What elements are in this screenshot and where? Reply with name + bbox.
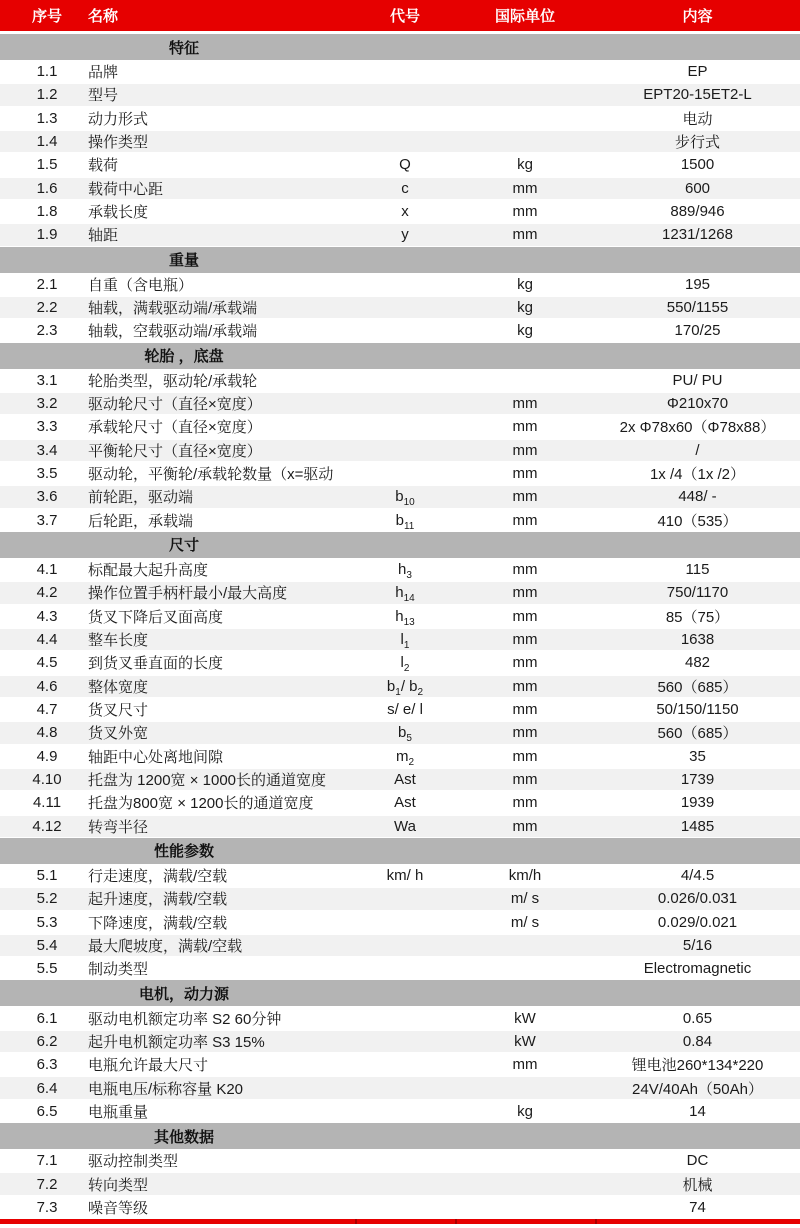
section-bar <box>0 1123 800 1149</box>
row-value: 2x Φ78x60（Φ78x88） <box>619 419 776 437</box>
table-row <box>0 864 800 887</box>
row-unit: m/ s <box>510 890 540 908</box>
row-no: 7.3 <box>36 1198 58 1216</box>
column-header-unit: 国际单位 <box>494 8 555 25</box>
row-code: y <box>401 226 409 244</box>
table-row <box>0 509 800 532</box>
table-row <box>0 485 800 508</box>
table-row <box>0 392 800 415</box>
table-row <box>0 675 800 698</box>
table-row <box>0 768 800 791</box>
row-unit: mm <box>512 1056 538 1074</box>
row-value: 85（75） <box>665 608 730 626</box>
row-code: km/ h <box>386 867 424 884</box>
row-no: 5.5 <box>36 960 58 978</box>
row-value: Electromagnetic <box>643 960 752 978</box>
table-row <box>0 60 800 83</box>
row-name: 平衡轮尺寸（直径×宽度） <box>88 442 262 460</box>
table-row <box>0 439 800 462</box>
table-row <box>0 791 800 814</box>
table-row <box>0 651 800 674</box>
row-code: Ast <box>394 794 416 812</box>
row-name: 动力形式 <box>88 110 149 128</box>
row-no: 2.1 <box>36 275 58 293</box>
row-unit: mm <box>512 561 538 579</box>
row-no: 4.3 <box>36 607 58 625</box>
row-unit: mm <box>512 488 538 506</box>
row-code: c <box>401 179 409 197</box>
column-header-name: 名称 <box>88 8 119 25</box>
row-unit: mm <box>512 418 538 436</box>
row-value: 600 <box>684 179 711 197</box>
row-unit: kW <box>514 1009 536 1027</box>
row-value: 24V/40Ah（50Ah） <box>632 1080 763 1098</box>
row-unit: kg <box>517 322 533 340</box>
row-value: EPT20-15ET2-L <box>643 86 752 104</box>
table-row <box>0 1006 800 1029</box>
section-title: 其他数据 <box>153 1128 214 1146</box>
row-name: 下降速度，满载/空载 <box>88 914 228 932</box>
table-row <box>0 130 800 153</box>
row-no: 2.2 <box>36 299 58 317</box>
row-name: 电瓶重量 <box>88 1103 149 1121</box>
row-no: 4.6 <box>36 677 58 695</box>
row-name: 标配最大起升高度 <box>88 562 209 580</box>
bottom-bar-divider <box>595 1219 597 1224</box>
table-row <box>0 200 800 223</box>
row-name: 行走速度，满载/空载 <box>88 868 228 885</box>
table-header <box>0 0 800 31</box>
row-name: 起升电机额定功率 S3 15% <box>88 1033 265 1051</box>
table-row <box>0 628 800 651</box>
row-unit: mm <box>512 226 538 244</box>
row-no: 4.5 <box>36 654 58 672</box>
row-unit: mm <box>512 511 538 529</box>
row-name: 驱动轮，平衡轮/承载轮数量（x=驱动 <box>88 466 334 484</box>
row-no: 3.7 <box>36 511 58 529</box>
row-code: $h_{14}$ <box>395 584 415 605</box>
row-code: $b_1/$ $b_2$ <box>386 677 424 698</box>
row-name: 操作类型 <box>88 134 149 152</box>
column-header-no: 序号 <box>31 8 62 25</box>
row-no: 3.4 <box>36 441 58 459</box>
row-value: 1638 <box>680 631 715 649</box>
row-name: 货叉尺寸 <box>88 702 149 720</box>
row-unit: mm <box>512 654 538 672</box>
row-value: 1739 <box>680 771 715 789</box>
table-row <box>0 153 800 176</box>
row-value: 195 <box>684 275 711 293</box>
section-title: 性能参数 <box>153 843 214 861</box>
section-title: 轮胎 ，底盘 <box>144 348 224 366</box>
row-name: 轴距 <box>88 227 119 245</box>
row-name: 制动类型 <box>88 961 149 979</box>
row-value: 电动 <box>682 110 713 128</box>
table-row <box>0 296 800 319</box>
row-code: x <box>401 203 409 221</box>
table-row <box>0 721 800 744</box>
row-name: 承载长度 <box>88 204 149 222</box>
row-name: 轴载，满载驱动端/承载端 <box>88 300 258 318</box>
table-row <box>0 462 800 485</box>
row-name: 到货叉垂直面的长度 <box>88 655 224 673</box>
row-value: 0.84 <box>682 1032 713 1050</box>
row-no: 7.1 <box>36 1152 58 1170</box>
table-row <box>0 1149 800 1172</box>
row-name: 驱动轮尺寸（直径×宽度） <box>88 396 262 414</box>
section-bar <box>0 343 800 369</box>
row-code: $b_5$ <box>398 724 412 745</box>
table-row <box>0 369 800 392</box>
row-no: 6.3 <box>36 1056 58 1074</box>
row-no: 1.3 <box>36 109 58 127</box>
row-value: 889/946 <box>670 203 725 221</box>
table-row <box>0 319 800 342</box>
row-name: 后轮距，承载端 <box>88 512 194 530</box>
row-no: 6.4 <box>36 1079 58 1097</box>
table-row <box>0 558 800 581</box>
table-row <box>0 107 800 130</box>
row-unit: mm <box>512 631 538 649</box>
row-unit: mm <box>512 677 538 695</box>
table-row <box>0 1076 800 1099</box>
row-name: 托盘为 1200宽 × 1000长的通道宽度 <box>88 772 327 790</box>
row-no: 6.2 <box>36 1032 58 1050</box>
table-row <box>0 177 800 200</box>
row-value: 50/150/1150 <box>656 701 739 719</box>
table-row <box>0 1030 800 1053</box>
row-name: 整车长度 <box>88 632 149 650</box>
row-name: 起升速度，满载/空载 <box>88 891 228 909</box>
row-name: 型号 <box>88 87 119 105</box>
row-no: 6.5 <box>36 1102 58 1120</box>
row-value: 1939 <box>680 794 715 812</box>
row-code: $b_{10}$ <box>395 488 415 509</box>
row-no: 1.4 <box>36 133 58 151</box>
row-unit: kg <box>517 299 533 317</box>
row-name: 驱动电机额定功率 S2 60分钟 <box>88 1010 282 1028</box>
row-name: 前轮距，驱动端 <box>88 489 194 507</box>
row-value: 4/4.5 <box>680 867 715 884</box>
row-name: 驱动控制类型 <box>88 1153 179 1171</box>
row-name: 货叉下降后叉面高度 <box>88 608 224 626</box>
row-value: 步行式 <box>674 134 720 152</box>
row-no: 5.2 <box>36 890 58 908</box>
row-name: 载荷 <box>88 157 119 175</box>
row-unit: mm <box>512 817 538 835</box>
table-row <box>0 887 800 910</box>
table-row <box>0 1053 800 1076</box>
row-name: 轴距中心处离地间隙 <box>88 748 224 766</box>
row-no: 1.8 <box>36 203 58 221</box>
table-row <box>0 698 800 721</box>
row-value: 0.65 <box>682 1009 713 1027</box>
row-code: Ast <box>394 771 416 789</box>
table-row <box>0 957 800 980</box>
row-value: 1485 <box>680 817 715 835</box>
row-value: 机械 <box>682 1176 713 1194</box>
row-no: 7.2 <box>36 1175 58 1193</box>
bottom-bar-divider <box>355 1219 357 1224</box>
row-value: 750/1170 <box>666 584 729 602</box>
row-no: 1.6 <box>36 179 58 197</box>
row-value: DC <box>686 1152 709 1170</box>
column-header-code: 代号 <box>389 8 420 25</box>
table-row <box>0 934 800 957</box>
row-value: 35 <box>689 747 706 765</box>
row-value: 1x /4（1x /2） <box>649 466 746 484</box>
row-name: 轮胎类型，驱动轮/承载轮 <box>88 372 258 390</box>
row-name: 操作位置手柄杆最小/最大高度 <box>88 585 288 603</box>
section-title: 特征 <box>168 39 199 57</box>
row-unit: mm <box>512 747 538 765</box>
table-row <box>0 581 800 604</box>
row-unit: mm <box>512 584 538 602</box>
row-value: 410（535） <box>657 512 738 530</box>
row-code: $b_{11}$ <box>395 511 415 532</box>
section-title: 尺寸 <box>168 537 199 555</box>
row-no: 4.12 <box>32 817 62 835</box>
row-no: 4.1 <box>36 561 58 579</box>
row-no: 3.3 <box>36 418 58 436</box>
row-code: s/ e/ l <box>387 701 423 719</box>
row-no: 2.3 <box>36 322 58 340</box>
row-value: 14 <box>689 1102 706 1120</box>
column-header-value: 内容 <box>682 8 713 25</box>
row-code: $h_{13}$ <box>395 607 415 628</box>
bottom-bar-divider <box>455 1219 457 1224</box>
row-unit: mm <box>512 203 538 221</box>
row-code: Q <box>399 156 411 174</box>
section-title: 重量 <box>168 252 199 270</box>
section-bar <box>0 980 800 1006</box>
row-name: 转弯半径 <box>88 818 149 836</box>
section-bar <box>0 838 800 864</box>
table-row <box>0 1196 800 1219</box>
row-no: 4.7 <box>36 701 58 719</box>
row-no: 4.4 <box>36 631 58 649</box>
row-name: 整体宽度 <box>88 678 149 696</box>
row-name: 货叉外宽 <box>88 725 149 743</box>
row-unit: m/ s <box>510 913 540 931</box>
row-value: 0.026/0.031 <box>657 890 738 908</box>
row-value: PU/ PU <box>672 371 723 389</box>
row-no: 6.1 <box>36 1009 58 1027</box>
row-no: 1.1 <box>36 63 58 81</box>
row-code: Wa <box>394 817 416 835</box>
row-name: 转向类型 <box>88 1176 149 1194</box>
row-name: 噪音等级 <box>88 1199 149 1217</box>
bottom-accent-bar <box>0 1219 800 1224</box>
row-unit: mm <box>512 179 538 197</box>
table-row <box>0 745 800 768</box>
row-value: 1231/1268 <box>662 226 733 244</box>
row-no: 4.2 <box>36 584 58 602</box>
row-value: 170/25 <box>674 322 721 340</box>
row-unit: kW <box>514 1032 536 1050</box>
row-value: 560（685） <box>657 725 738 743</box>
row-value: / <box>695 441 700 459</box>
row-unit: mm <box>512 607 538 625</box>
row-unit: mm <box>512 794 538 812</box>
row-no: 1.2 <box>36 86 58 104</box>
row-code: $l_2$ <box>400 654 410 675</box>
table-row <box>0 273 800 296</box>
row-value: 0.029/0.021 <box>657 913 738 931</box>
row-unit: km/h <box>508 867 542 884</box>
row-name: 自重（含电瓶） <box>88 276 194 294</box>
row-code: $h_3$ <box>398 561 412 582</box>
row-no: 4.8 <box>36 724 58 742</box>
table-row <box>0 415 800 438</box>
row-unit: mm <box>512 701 538 719</box>
table-row <box>0 1100 800 1123</box>
row-name: 承载轮尺寸（直径×宽度） <box>88 419 262 437</box>
section-title: 电机，动力源 <box>138 985 229 1003</box>
row-no: 5.1 <box>36 867 58 884</box>
bottom-white-strip <box>0 1224 800 1228</box>
row-unit: mm <box>512 771 538 789</box>
table-row <box>0 1172 800 1195</box>
row-no: 4.11 <box>32 794 62 812</box>
row-name: 品牌 <box>88 64 119 82</box>
table-row <box>0 605 800 628</box>
row-name: 最大爬坡度，满载/空载 <box>88 937 243 955</box>
row-name: 电瓶电压/标称容量 K20 <box>88 1080 244 1098</box>
section-bar <box>0 247 800 273</box>
row-value: 550/1155 <box>666 299 729 317</box>
row-value: 115 <box>685 561 710 579</box>
row-value: 1500 <box>680 156 715 174</box>
row-value: 74 <box>689 1198 706 1216</box>
row-unit: kg <box>517 156 533 174</box>
row-unit: mm <box>512 441 538 459</box>
row-code: $l_1$ <box>400 631 410 652</box>
row-name: 电瓶允许最大尺寸 <box>88 1057 209 1075</box>
row-no: 5.4 <box>36 936 58 954</box>
row-value: 448/ - <box>678 488 717 506</box>
row-value: 5/16 <box>682 936 713 954</box>
row-unit: mm <box>512 465 538 483</box>
row-unit: kg <box>517 275 533 293</box>
row-code: $m_2$ <box>395 747 415 768</box>
row-name: 轴载，空载驱动端/承载端 <box>88 323 258 341</box>
table-row <box>0 911 800 934</box>
row-unit: mm <box>512 724 538 742</box>
row-no: 1.9 <box>36 226 58 244</box>
row-unit: mm <box>512 395 538 413</box>
row-no: 3.5 <box>36 465 58 483</box>
section-bar <box>0 532 800 558</box>
table-row <box>0 83 800 106</box>
row-no: 5.3 <box>36 913 58 931</box>
row-value: Φ210x70 <box>666 395 729 413</box>
row-no: 3.1 <box>36 371 58 389</box>
row-no: 3.6 <box>36 488 58 506</box>
table-row <box>0 223 800 246</box>
section-bar <box>0 34 800 60</box>
row-name: 载荷中心距 <box>88 180 164 198</box>
row-value: EP <box>687 63 708 81</box>
row-value: 482 <box>684 654 711 672</box>
row-no: 4.10 <box>32 771 62 789</box>
row-no: 1.5 <box>36 156 58 174</box>
row-value: 560（685） <box>657 678 738 696</box>
row-unit: kg <box>517 1102 533 1120</box>
row-no: 4.9 <box>36 747 58 765</box>
row-name: 托盘为800宽 × 1200长的通道宽度 <box>88 795 314 813</box>
table-row <box>0 815 800 838</box>
row-value: 锂电池260*134*220 <box>631 1057 764 1075</box>
row-no: 3.2 <box>36 395 58 413</box>
